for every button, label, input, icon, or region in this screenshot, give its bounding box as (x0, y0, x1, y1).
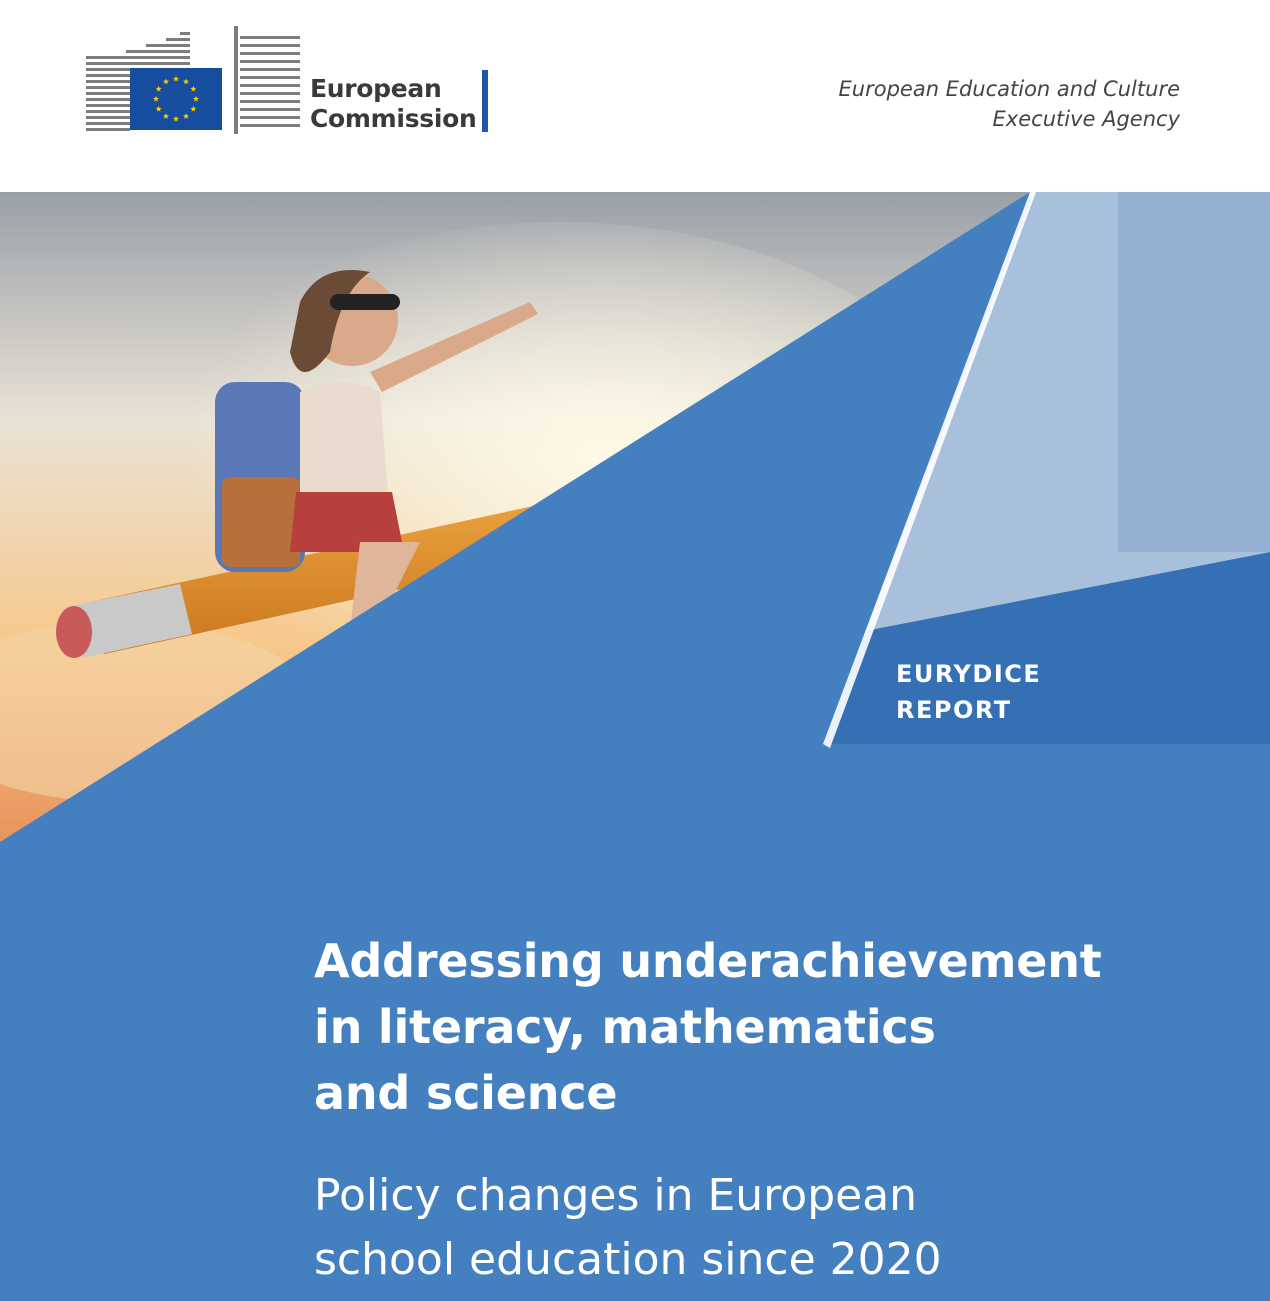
publisher-name (310, 74, 477, 134)
badge-line-2: REPORT (896, 696, 1012, 724)
report-title (314, 928, 1174, 1126)
cover-photo-girl-on-pencil (0, 192, 1270, 1301)
ec-building-right-icon (234, 26, 302, 134)
cover-header (0, 0, 1270, 192)
european-commission-logo (86, 26, 496, 136)
agency-name (839, 74, 1180, 134)
publisher-line-1: European (310, 74, 442, 103)
title-line-3: and science (314, 1066, 618, 1120)
cover-hero (0, 192, 1270, 1301)
agency-line-1: European Education and Culture (838, 77, 1180, 101)
title-line-1: Addressing underachievement (314, 934, 1102, 988)
agency-line-2: Executive Agency (992, 107, 1180, 131)
report-subtitle (314, 1164, 1174, 1292)
subtitle-line-1: Policy changes in European (314, 1170, 918, 1221)
subtitle-line-2: school education since 2020 (314, 1234, 942, 1285)
publisher-line-2: Commission (310, 104, 477, 133)
eurydice-report-badge (896, 656, 1041, 728)
badge-line-1: EURYDICE (896, 660, 1042, 688)
eu-flag-icon (130, 68, 222, 130)
logo-divider (482, 70, 488, 132)
title-line-2: in literacy, mathematics (314, 1000, 936, 1054)
